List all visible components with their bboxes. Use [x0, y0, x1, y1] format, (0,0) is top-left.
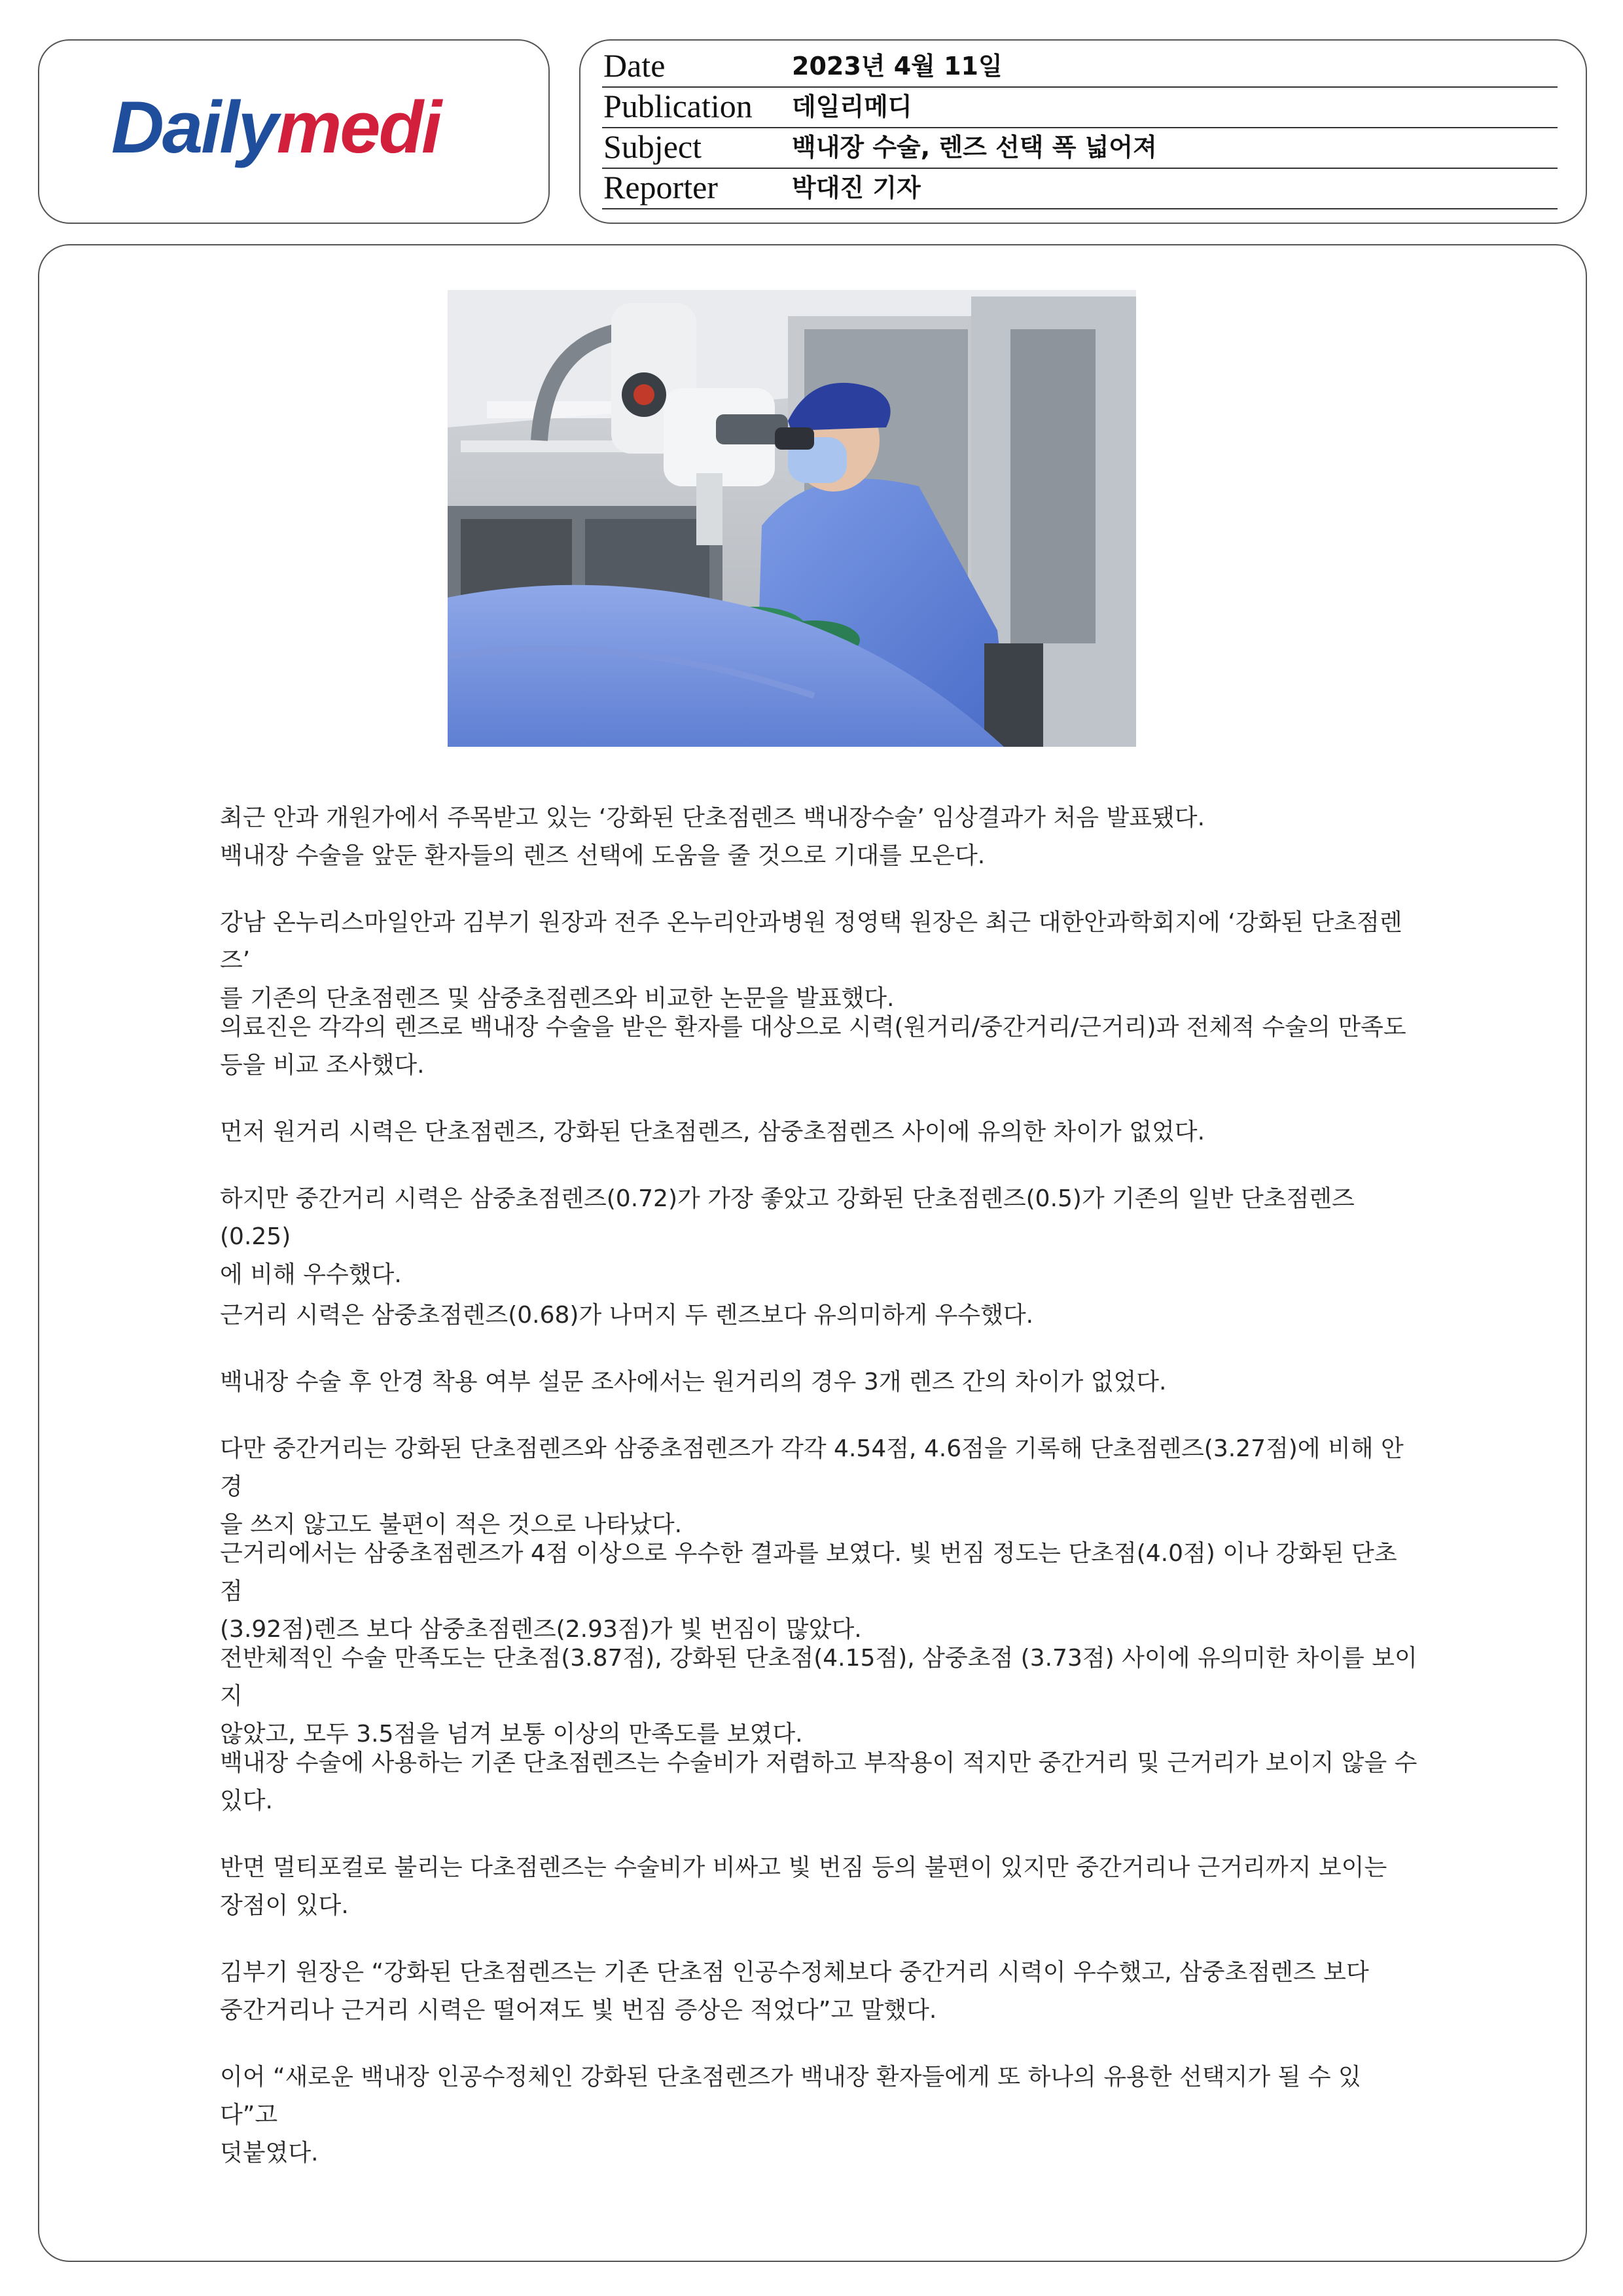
- meta-label: Date: [603, 47, 666, 84]
- meta-label: Subject: [603, 128, 702, 165]
- article-paragraph-13: 김부기 원장은 “강화된 단초점렌즈는 기존 단초점 인공수정체보다 중간거리 시력이 우수했고, 삼중초점렌즈 보다 중간거리나 근거리 시력은 떨어져도 빛 번짐 증상은 적었다”고 말했다.: [220, 1959, 1369, 2024]
- meta-label: Publication: [603, 88, 753, 124]
- article-paragraph-4: 먼저 원거리 시력은 단초점렌즈, 강화된 단초점렌즈, 삼중초점렌즈 사이에 유의한 차이가 없었다.: [220, 1119, 1205, 1145]
- article-paragraph-8: 다만 중간거리는 강화된 단초점렌즈와 삼중초점렌즈가 각각 4.54점, 4.6점을 기록해 단초점렌즈(3.27점)에 비해 안경 을 쓰지 않고도 불편이 적은 것으로 나타났다.: [220, 1435, 1404, 1538]
- surgeon-with-microscope-photo: [448, 290, 1136, 747]
- article-paragraph-11: 백내장 수술에 사용하는 기존 단초점렌즈는 수술비가 저렴하고 부작용이 적지만 중간거리 및 근거리가 보이지 않을 수 있다.: [220, 1749, 1418, 1814]
- article-paragraph-3: 의료진은 각각의 렌즈로 백내장 수술을 받은 환자를 대상으로 시력(원거리/중간거리/근거리)과 전체적 수술의 만족도 등을 비교 조사했다.: [220, 1014, 1406, 1079]
- article-paragraph-6: 근거리 시력은 삼중초점렌즈(0.68)가 나머지 두 렌즈보다 유의미하게 우수했다.: [220, 1302, 1034, 1329]
- meta-value: 백내장 수술, 렌즈 선택 폭 넓어져: [792, 133, 1157, 162]
- meta-value: 2023년 4월 11일: [792, 52, 1003, 81]
- article-paragraph-2: 강남 온누리스마일안과 김부기 원장과 전주 온누리안과병원 정영택 원장은 최근 대한안과학회지에 ‘강화된 단초점렌즈’ 를 기존의 단초점렌즈 및 삼중초점렌즈와 비교한 논문을 발표했다.: [220, 909, 1402, 1012]
- meta-row-publication: [602, 88, 1558, 128]
- article-paragraph-10: 전반체적인 수술 만족도는 단초점(3.87점), 강화된 단초점(4.15점), 삼중초점 (3.73점) 사이에 유의미한 차이를 보이지 않았고, 모두 3.5점을 넘겨 보통 이상의 만족도를 보였다.: [220, 1645, 1418, 1748]
- article-paragraph-7: 백내장 수술 후 안경 착용 여부 설문 조사에서는 원거리의 경우 3개 렌즈 간의 차이가 없었다.: [220, 1369, 1167, 1395]
- article-paragraph-1: 최근 안과 개원가에서 주목받고 있는 ‘강화된 단초점렌즈 백내장수술’ 임상결과가 처음 발표됐다. 백내장 수술을 앞둔 환자들의 렌즈 선택에 도움을 줄 것으로 기대를 모은다.: [220, 804, 1205, 869]
- dailymedi-logo: Dailymedi: [111, 86, 440, 168]
- article-paragraph-9: 근거리에서는 삼중초점렌즈가 4점 이상으로 우수한 결과를 보였다. 빛 번짐 정도는 단초점(4.0점) 이나 강화된 단초점 (3.92점)렌즈 보다 삼중초점렌즈(2.93점)가 빛 번짐이 많았다.: [220, 1540, 1397, 1643]
- meta-label: Reporter: [603, 169, 718, 206]
- article-paragraph-5: 하지만 중간거리 시력은 삼중초점렌즈(0.72)가 가장 좋았고 강화된 단초점렌즈(0.5)가 기존의 일반 단초점렌즈(0.25) 에 비해 우수했다.: [220, 1185, 1355, 1288]
- meta-value: 데일리메디: [792, 92, 912, 121]
- meta-row-subject: [602, 128, 1558, 169]
- article-paragraph-12: 반면 멀티포컬로 불리는 다초점렌즈는 수술비가 비싸고 빛 번짐 등의 불편이 있지만 중간거리나 근거리까지 보이는 장점이 있다.: [220, 1854, 1387, 1919]
- meta-row-reporter: [602, 169, 1558, 209]
- article-paragraph-14: 이어 “새로운 백내장 인공수정체인 강화된 단초점렌즈가 백내장 환자들에게 또 하나의 유용한 선택지가 될 수 있다”고 덧붙였다.: [220, 2064, 1361, 2166]
- meta-row-date: [602, 47, 1558, 88]
- meta-value: 박대진 기자: [792, 173, 921, 202]
